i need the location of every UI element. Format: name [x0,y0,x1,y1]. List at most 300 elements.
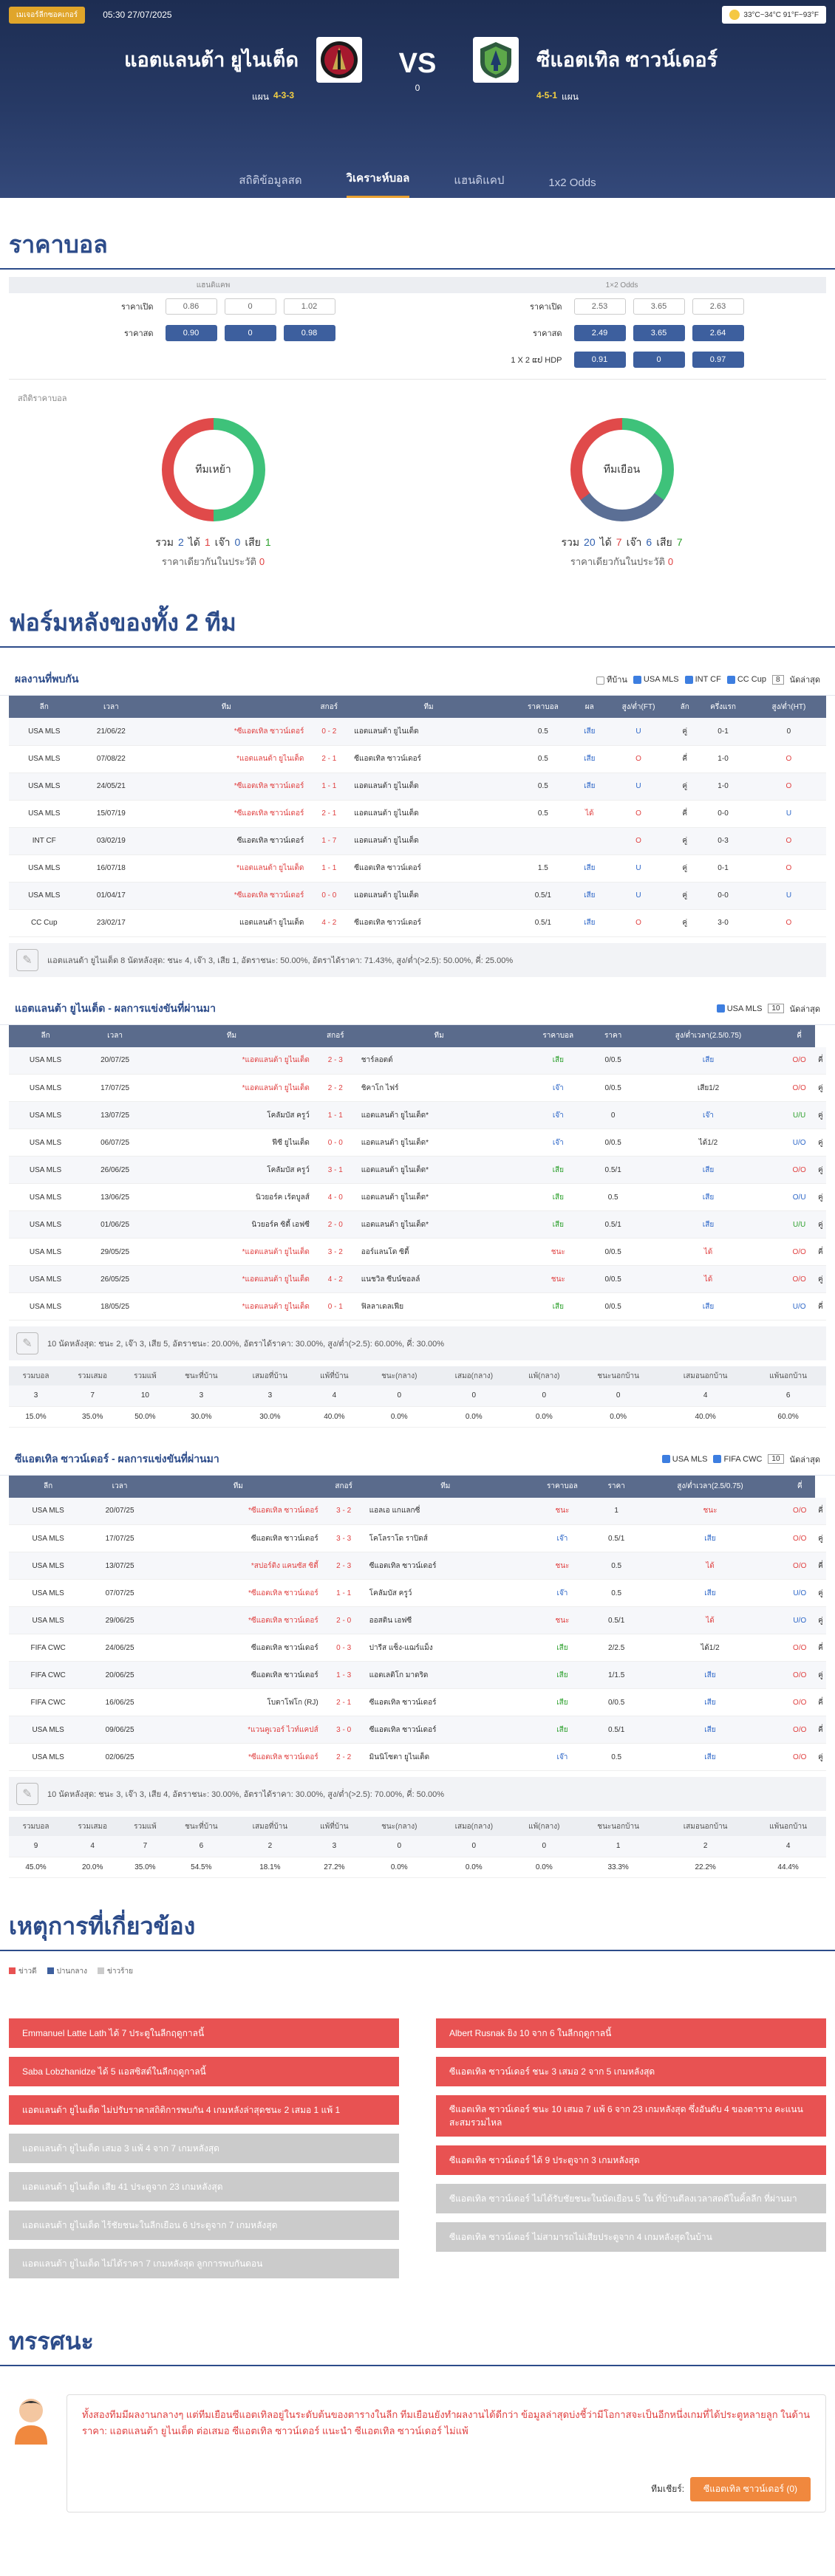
summary-cell: 0.0% [363,1857,435,1877]
summary-cell: 0 [363,1836,435,1857]
panel-filters [717,1002,820,1015]
table-cell: 2 - 3 [324,1552,364,1580]
table-cell: 0/0.5 [593,1047,633,1075]
summary-row [9,1385,826,1406]
table-cell[interactable]: แอตแลนต้า ยูไนเต็ด* [355,1102,523,1129]
checkbox-icon[interactable] [633,676,641,684]
odds-row-label: ราคาเปิด [529,303,562,312]
donut-loss: เสีย [656,535,672,548]
odds-value[interactable]: 2.64 [692,325,744,341]
checkbox-icon[interactable] [685,676,693,684]
table-header: ลีก [9,1476,87,1498]
table-cell: U/U [784,1211,815,1239]
table-cell[interactable]: แอตแลนต้า ยูไนเต็ด [143,909,310,936]
summary-cell: 18.1% [234,1857,305,1877]
table-cell: 01/06/25 [82,1211,148,1239]
donut-draw: เจ๊า [214,535,231,548]
checkbox-icon[interactable] [727,676,735,684]
panel-filters [662,1453,820,1466]
table-cell: 2 - 0 [316,1211,355,1239]
table-cell[interactable]: ออสติน เอฟซี [364,1607,528,1634]
table-cell[interactable]: *สปอร์ติง แคนซัส ซิตี้ [152,1552,324,1580]
table-cell: เสีย [528,1634,597,1662]
table-cell[interactable]: ซีแอตเทิล ซาวน์เดอร์ [152,1634,324,1662]
match-count-select[interactable]: 10 [768,1004,783,1013]
note-text: แอตแลนต้า ยูไนเต็ด 8 นัดหลังสุด: ชนะ 4, เจ๊า 3, เสีย 1, อัตราชนะ: 50.00%, อัตราได้ราคา: 71.43%, สูง/ต่ำ(>2.5): 50.00%, คี่: 25.00% [47,956,514,965]
league-badge[interactable]: เมเจอร์ลีกซอคเกอร์ [9,7,85,24]
table-cell: 0.5/1 [593,1211,633,1239]
odds-row-label: ราคาสด [124,329,154,338]
donut-draw: เจ๊า [626,535,642,548]
table-cell[interactable]: แอลเอ แกแลกซี่ [364,1498,528,1525]
table-row [9,1580,826,1607]
donut-draw-n: 0 [234,535,241,548]
away-team-name[interactable]: ซีแอตเทิล ซาวน์เดอร์ [536,49,718,71]
table-cell: O/O [784,1047,815,1075]
home-team-logo[interactable] [316,37,362,83]
table-header: เวลา [79,696,143,718]
event-item: Emmanuel Latte Lath ได้ 7 ประตูในลีกฤดูกาลนี้ [9,2018,399,2048]
filter-label: USA MLS [726,1004,763,1013]
table-cell: ชนะ [528,1607,597,1634]
table-cell[interactable]: ซีแอตเทิล ซาวน์เดอร์ [152,1525,324,1552]
odds-value[interactable]: 0 [225,325,276,341]
table-row [9,1552,826,1580]
table-cell: 1 - 1 [316,1102,355,1129]
table-cell: คี่ [675,800,695,827]
note-text: 10 นัดหลังสุด: ชนะ 2, เจ๊า 3, เสีย 5, อัตราชนะ: 20.00%, อัตราได้ราคา: 30.00%, สูง/ต่ำ(>2.5): 60.00%, คี่: 30.00% [47,1340,445,1349]
table-cell: 2 - 1 [310,745,348,773]
table-row [9,773,826,800]
odds-row [9,320,418,346]
table-cell: คี่ [675,745,695,773]
table-cell: เจ๊า [528,1525,597,1552]
table-cell: คู่ [815,1525,826,1552]
table-cell: ได้1/2 [635,1634,784,1662]
donut-center-label: ทีมเหย้า [174,430,253,510]
table-cell: 0.5/1 [597,1525,635,1552]
table-cell: O [752,909,826,936]
table-cell[interactable]: ซีแอตเทิล ซาวน์เดอร์ [364,1716,528,1744]
table-cell: USA MLS [9,800,79,827]
match-count-suffix: นัดล่าสุด [789,676,820,685]
summary-cell: 45.0% [9,1857,63,1877]
table-cell: 20/06/25 [87,1662,152,1689]
table-cell: คี่ [815,1716,826,1744]
odds-value[interactable]: 3.65 [633,325,685,341]
odds-col-1x2: 1×2 Odds [605,281,638,290]
table-cell: 0 [752,718,826,745]
table-cell: CC Cup [9,909,79,936]
summary-row [9,1836,826,1857]
donut-loss-n: 7 [676,535,683,548]
table-cell: 07/08/22 [79,745,143,773]
table-cell[interactable]: ซีแอตเทิล ซาวน์เดอร์ [348,909,509,936]
odds-value[interactable]: 0.91 [574,352,626,368]
table-cell: USA MLS [9,1716,87,1744]
summary-header: ชนะนอกบ้าน [576,1817,661,1836]
table-cell: U [752,882,826,909]
table-cell: 0.5 [509,773,577,800]
summary-header: รวมแพ้ [122,1817,168,1836]
table-cell[interactable]: ซีแอตเทิล ซาวน์เดอร์ [152,1662,324,1689]
table-cell: เสีย [523,1293,593,1320]
summary-cell: 6 [168,1836,234,1857]
table-cell: 16/06/25 [87,1689,152,1716]
table-cell: เสีย [577,882,602,909]
table-cell: 0.5 [593,1184,633,1211]
table-cell: 20/07/25 [82,1047,148,1075]
table-cell[interactable]: ซีแอตเทิล ซาวน์เดอร์ [348,854,509,882]
table-cell[interactable]: นิวยอร์ค เร้ดบูลส์ [148,1184,316,1211]
table-cell[interactable]: ฟีซี ยูไนเต็ด [148,1129,316,1157]
match-count-select[interactable]: 10 [768,1454,783,1464]
table-cell: 29/05/25 [82,1239,148,1266]
summary-note [9,1777,826,1811]
donut-win: ได้ [188,535,200,548]
table-cell[interactable]: ปารีส แซ็ง-แฌร์แม็ง [364,1634,528,1662]
table-cell[interactable]: โคโลราโด ราปิดส์ [364,1525,528,1552]
table-cell[interactable]: *แอตแลนต้า ยูไนเต็ด [148,1266,316,1293]
filter-checkbox[interactable] [596,673,627,686]
table-cell: เสีย [577,718,602,745]
summary-cell: 0 [512,1836,576,1857]
filter-label: FIFA CWC [723,1454,763,1464]
table-cell: 1 [597,1498,635,1525]
table-row [9,1075,826,1102]
table-cell: 1.5 [509,854,577,882]
legend-good: ข่าวดี [18,1967,37,1976]
table-cell: คู่ [815,1607,826,1634]
table-cell: เสีย [635,1580,784,1607]
summary-cell: 4 [305,1385,363,1406]
table-cell: USA MLS [9,882,79,909]
odds-value[interactable]: 0 [225,298,276,315]
donut-center-label: ทีมเยือน [582,430,662,510]
weather-text: 33°C~34°C 91°F~93°F [743,10,819,19]
table-cell[interactable]: โคลัมบัส ครูว์ [364,1580,528,1607]
table-cell: FIFA CWC [9,1662,87,1689]
odds-row-label: ราคาเปิด [120,303,154,312]
table-cell[interactable]: ซีแอตเทิล ซาวน์เดอร์ [348,745,509,773]
filter-label: CC Cup [737,675,766,684]
table-cell: 26/06/25 [82,1157,148,1184]
table-cell[interactable]: แอตแลนต้า ยูไนเต็ด [348,827,509,854]
donut-total: รวม [155,535,174,548]
summary-cell: 0.0% [576,1406,661,1427]
table-cell: 0.5 [597,1744,635,1771]
table-cell: 0.5 [509,800,577,827]
filter-checkbox[interactable] [717,1004,763,1013]
table-cell[interactable]: *แอตแลนต้า ยูไนเต็ด [148,1047,316,1075]
analysis-text: ทั้งสองทีมมีผลงานกลางๆ แต่ทีมเยือนซีแอตเทิลอยู่ในระดับต้นของตารางในลีก ทีมเยือนยังทำผลงานได้ดีกว่า ข้อมูลล่าสุดบ่งชี้ว่ามีโอกาสจะเป็นอีกหนึ่งเกมที่ได้ประตูหลายลูก ในด้านราคา: แอตแลนต้า ยูไนเต็ด ต่อเสมอ ซีแอตเทิล ซาวน์เดอร์ แนะนำ ซีแอตเทิล ซาวน์เดอร์ ไม่แพ้ [82,2408,811,2436]
table-cell: 4 - 2 [310,909,348,936]
tab-1x2-odds[interactable]: 1x2 Odds [548,177,596,189]
table-row [9,1607,826,1634]
table-cell[interactable]: แนชวิล ซีบน์ซอลล์ [355,1266,523,1293]
odds-donut-chart [162,418,265,521]
table-cell: 3 - 0 [324,1716,364,1744]
note-edit-icon: ✎ [16,1783,38,1805]
summary-cell: 20.0% [63,1857,122,1877]
odds-value[interactable]: 1.02 [284,298,335,315]
table-cell: ชนะ [635,1498,784,1525]
table-header: ราคาบอล [528,1476,597,1498]
summary-cell: 35.0% [63,1406,122,1427]
donut-total-n: 20 [584,535,596,548]
table-cell: 2/2.5 [597,1634,635,1662]
table-cell[interactable]: แอตเลติโก มาดริด [364,1662,528,1689]
table-cell: O [602,800,675,827]
table-cell[interactable]: แอตแลนต้า ยูไนเต็ด* [355,1184,523,1211]
table-cell: O/O [784,1266,815,1293]
table-cell[interactable]: *ซีแอตเทิล ซาวน์เดอร์ [143,882,310,909]
filter-checkbox[interactable] [685,675,721,684]
checkbox-icon[interactable] [713,1455,721,1463]
table-cell: คี่ [815,1634,826,1662]
table-cell: 1-0 [695,773,752,800]
table-cell: O/O [785,1552,815,1580]
table-cell[interactable]: โบตาโฟโก (RJ) [152,1689,324,1716]
table-row [9,827,826,854]
filter-checkbox[interactable] [727,675,766,684]
table-cell: 06/07/25 [82,1129,148,1157]
odds-value[interactable]: 0.97 [692,352,744,368]
odds-section-title: ราคาบอล [0,198,835,270]
table-cell[interactable]: *ซีแอตเทิล ซาวน์เดอร์ [152,1607,324,1634]
odds-value[interactable]: 0 [633,352,685,368]
odds-row [418,346,826,373]
table-cell: ชนะ [523,1266,593,1293]
table-cell: O/U [784,1184,815,1211]
table-row [9,1184,826,1211]
summary-cell: 7 [122,1836,168,1857]
table-cell: 2 - 2 [324,1744,364,1771]
table-cell[interactable]: *ซีแอตเทิล ซาวน์เดอร์ [152,1498,324,1525]
table-cell[interactable]: *ซีแอตเทิล ซาวน์เดอร์ [152,1744,324,1771]
table-cell[interactable]: ฟิลลาเดลเฟีย [355,1293,523,1320]
table-cell[interactable]: ออร์แลนโด ซิตี้ [355,1239,523,1266]
match-count-suffix: นัดล่าสุด [789,1004,820,1014]
table-cell[interactable]: แอตแลนต้า ยูไนเต็ด* [355,1157,523,1184]
table-cell: เสีย [577,773,602,800]
donut-history [162,554,265,569]
table-cell: 0/0.5 [593,1293,633,1320]
odds-donut-chart [570,418,674,521]
home-team-name[interactable]: แอตแลนต้า ยูไนเต็ด [124,49,299,71]
table-cell: ชนะ [528,1498,597,1525]
table-cell: FIFA CWC [9,1689,87,1716]
table-cell[interactable]: *แอตแลนต้า ยูไนเต็ด [143,854,310,882]
event-item: ซีแอตเทิล ซาวน์เดอร์ ชนะ 10 เสมอ 7 แพ้ 6 จาก 23 เกมหลังสุด ซึ่งอันดับ 4 ของตาราง คะแนนสะสมรวมไหล [436,2095,826,2137]
summary-cell: 2 [234,1836,305,1857]
table-cell: 4 - 0 [316,1184,355,1211]
table-cell[interactable]: *แอตแลนต้า ยูไนเต็ด [148,1239,316,1266]
away-formation-label: แผน [562,91,579,102]
view-section-title: ทรรศนะ [0,2278,835,2366]
panel-filters [596,673,820,686]
table-cell: คู่ [815,1211,826,1239]
table-cell: O/O [784,1239,815,1266]
table-cell[interactable]: แอตแลนต้า ยูไนเต็ด [348,773,509,800]
checkbox-icon[interactable] [596,676,604,685]
table-cell: คู่ [815,1102,826,1129]
odds-row [418,293,826,320]
table-row [9,1239,826,1266]
table-cell: 3 - 2 [316,1239,355,1266]
pick-button[interactable]: ซีแอตเทิล ซาวน์เดอร์ (0) [690,2477,811,2501]
table-header: ทีม [152,1476,324,1498]
table-cell: USA MLS [9,718,79,745]
table-cell: 15/07/19 [79,800,143,827]
form-section-title: ฟอร์มหลังของทั้ง 2 ทีม [0,582,835,648]
tab-analysis[interactable]: วิเคราะห์บอล [347,169,410,198]
home-team [44,37,369,104]
table-cell[interactable]: *แอตแลนต้า ยูไนเต็ด [148,1075,316,1102]
odds-value[interactable]: 0.98 [284,325,335,341]
match-count-select[interactable]: 8 [772,675,784,685]
odds-value[interactable]: 0.90 [166,325,217,341]
donut-win: ได้ [599,535,612,548]
table-cell: USA MLS [9,1239,82,1266]
table-cell[interactable]: โคลัมบัส ครูว์ [148,1102,316,1129]
summary-cell: 2 [661,1836,750,1857]
checkbox-icon[interactable] [717,1004,725,1013]
summary-row [9,1406,826,1427]
table-cell: O [752,854,826,882]
table-row [9,909,826,936]
odds-col-handicap: แฮนดิแคพ [196,281,231,290]
summary-cell: 40.0% [661,1406,750,1427]
table-cell: เสีย [577,909,602,936]
table-cell: O/O [785,1689,815,1716]
table-cell: 1 - 1 [310,773,348,800]
odds-row [9,293,418,320]
table-cell [577,827,602,854]
tab-live-stats[interactable]: สถิติข้อมูลสด [239,174,302,187]
table-cell[interactable]: แอตแลนต้า ยูไนเต็ด* [355,1129,523,1157]
table-cell: 24/05/21 [79,773,143,800]
table-cell[interactable]: ซีแอตเทิล ซาวน์เดอร์ [364,1689,528,1716]
summary-header: เสมอที่บ้าน [234,1817,305,1836]
table-cell[interactable]: โคลัมบัส ครูว์ [148,1157,316,1184]
odds-donut-block [418,405,826,582]
table-cell[interactable]: *ซีแอตเทิล ซาวน์เดอร์ [143,800,310,827]
table-cell: 16/07/18 [79,854,143,882]
table-cell: เสีย [633,1184,783,1211]
results-table [9,1476,826,1772]
table-cell: เสีย [528,1689,597,1716]
table-cell: U [602,718,675,745]
table-cell: คู่ [815,1184,826,1211]
table-cell: 24/06/25 [87,1634,152,1662]
table-cell[interactable]: *แวนคูเวอร์ ไวท์แคปส์ [152,1716,324,1744]
table-cell: 17/07/25 [87,1525,152,1552]
checkbox-icon[interactable] [662,1455,670,1463]
odds-value[interactable]: 2.63 [692,298,744,315]
table-cell[interactable]: นิวยอร์ค ซิตี้ เอฟซี [148,1211,316,1239]
table-cell[interactable]: *แอตแลนต้า ยูไนเต็ด [148,1293,316,1320]
table-cell: เสีย [633,1211,783,1239]
table-cell[interactable]: *ซีแอตเทิล ซาวน์เดอร์ [143,718,310,745]
filter-checkbox[interactable] [633,675,679,684]
odds-value[interactable]: 3.65 [633,298,685,315]
table-cell: 0 - 1 [316,1293,355,1320]
table-header: สกอร์ [324,1476,364,1498]
table-cell[interactable]: แอตแลนต้า ยูไนเต็ด [348,800,509,827]
summary-header: เสมอ(กลาง) [435,1366,512,1385]
table-cell[interactable]: ซีแอตเทิล ซาวน์เดอร์ [143,827,310,854]
table-cell: 09/06/25 [87,1716,152,1744]
table-cell: คี่ [815,1689,826,1716]
odds-value[interactable]: 2.53 [574,298,626,315]
table-cell: ได้ [633,1239,783,1266]
summary-cell: 6 [750,1385,826,1406]
table-header: คี่ [785,1476,815,1498]
table-cell: USA MLS [9,1102,82,1129]
table-cell[interactable]: ชาร์ลอตต์ [355,1047,523,1075]
panel-title: ซีแอตเทิล ซาวน์เดอร์ - ผลการแข่งขันที่ผ่านมา [15,1452,219,1465]
table-cell[interactable]: ซีแอตเทิล ซาวน์เดอร์ [364,1552,528,1580]
table-cell[interactable]: แอตแลนต้า ยูไนเต็ด [348,882,509,909]
table-cell: เสีย [635,1662,784,1689]
table-cell: 0.5 [597,1552,635,1580]
table-cell: เจ๊า [523,1102,593,1129]
table-cell: USA MLS [9,1266,82,1293]
table-cell[interactable]: ชิคาโก ไฟร์ [355,1075,523,1102]
table-cell: O/O [785,1716,815,1744]
table-cell[interactable]: *ซีแอตเทิล ซาวน์เดอร์ [143,773,310,800]
away-team-logo[interactable] [473,37,519,83]
table-row [9,1047,826,1075]
table-cell[interactable]: *ซีแอตเทิล ซาวน์เดอร์ [152,1580,324,1607]
table-cell[interactable]: แอตแลนต้า ยูไนเต็ด [348,718,509,745]
panel-header-h2h [0,664,835,696]
table-cell[interactable]: มินนิโซตา ยูไนเต็ด [364,1744,528,1771]
table-cell: 2 - 2 [316,1075,355,1102]
table-row [9,1525,826,1552]
table-cell[interactable]: แอตแลนต้า ยูไนเต็ด* [355,1211,523,1239]
vs-label: VS [398,47,437,79]
event-item: ซีแอตเทิล ซาวน์เดอร์ ชนะ 3 เสมอ 2 จาก 5 เกมหลังสุด [436,2057,826,2086]
tab-handicap[interactable]: แฮนดิแคป [454,174,505,187]
analyst-avatar [9,2394,53,2446]
summary-cell: 0 [363,1385,435,1406]
table-cell: 0 - 0 [316,1129,355,1157]
table-cell: 3 - 1 [316,1157,355,1184]
summary-cell: 7 [63,1385,122,1406]
summary-header: รวมบอล [9,1366,63,1385]
summary-header: แพ้(กลาง) [512,1817,576,1836]
filter-checkbox[interactable] [662,1455,708,1464]
table-cell: U [752,800,826,827]
odds-value[interactable]: 0.86 [166,298,217,315]
odds-value[interactable]: 2.49 [574,325,626,341]
table-cell: เจ๊า [528,1744,597,1771]
table-header: ราคาบอล [523,1025,593,1047]
odds-row [418,320,826,346]
table-cell: 0 - 2 [310,718,348,745]
summary-cell: 4 [63,1836,122,1857]
filter-checkbox[interactable] [713,1455,762,1464]
event-item: แอตแลนต้า ยูไนเต็ด เสีย 41 ประตูจาก 23 เกมหลังสุด [9,2172,399,2202]
table-cell: USA MLS [9,1129,82,1157]
table-row [9,882,826,909]
table-cell: คู่ [815,1157,826,1184]
odds-donut-block [9,405,418,582]
table-cell[interactable]: *แอตแลนต้า ยูไนเต็ด [143,745,310,773]
results-table [9,1025,826,1321]
